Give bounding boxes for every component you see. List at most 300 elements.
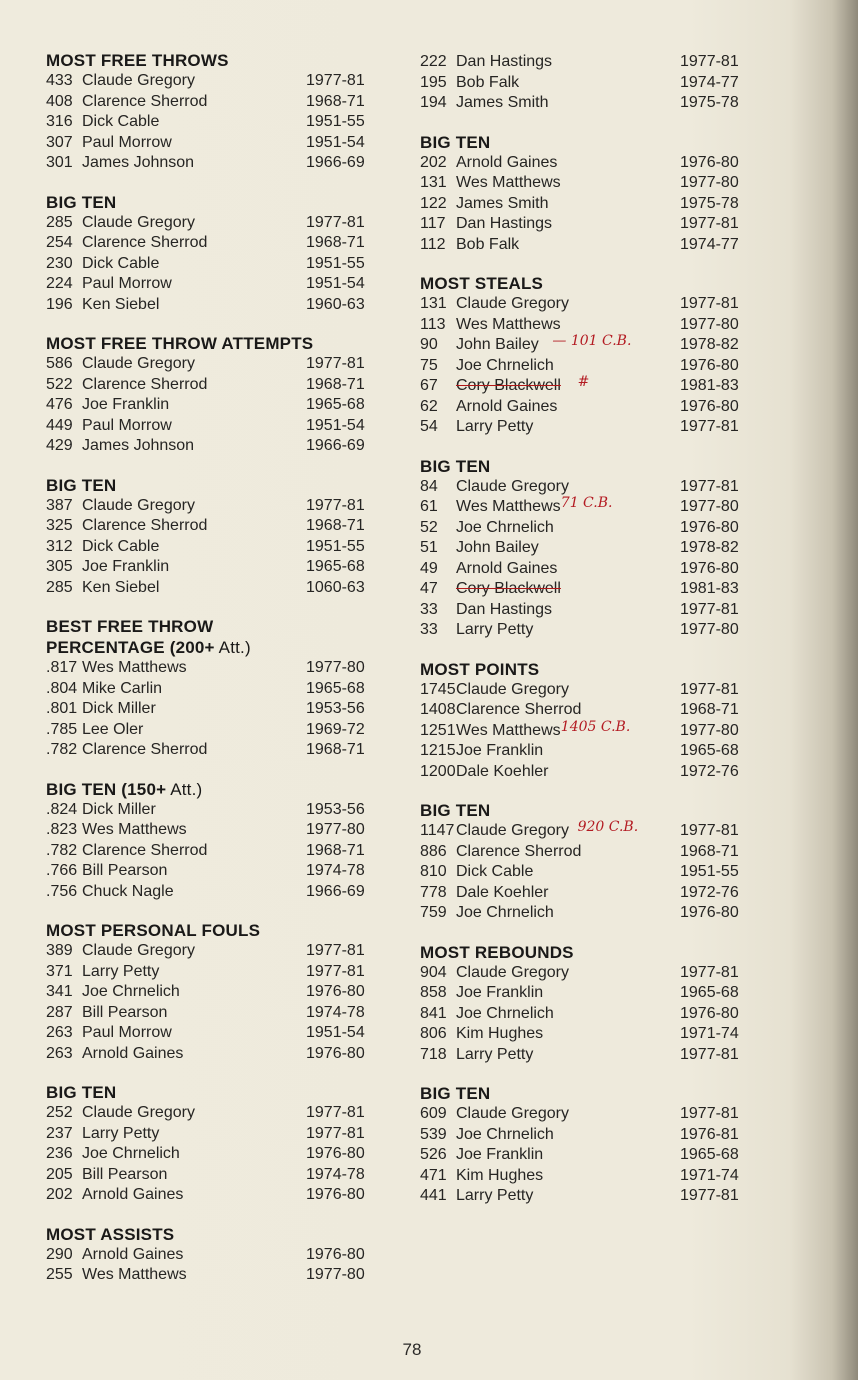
record-value: 312 (46, 537, 73, 555)
record-value: 307 (46, 133, 73, 151)
player-name-text: Joe Franklin (82, 558, 170, 575)
record-player-name (456, 153, 680, 174)
record-player-name (82, 658, 306, 679)
record-years: 1953-56 (306, 700, 365, 717)
section-heading (420, 273, 740, 294)
record-value: 263 (46, 1024, 73, 1041)
record-row (46, 740, 366, 761)
section-heading-text: BIG TEN (46, 192, 117, 212)
record-value: .817 (46, 659, 78, 676)
record-player-name (456, 620, 680, 641)
record-value: .785 (46, 720, 78, 738)
record-value: 230 (46, 254, 73, 272)
record-value: 252 (46, 1104, 73, 1121)
record-years: 1968-71 (306, 741, 365, 758)
player-name-text: Cory Blackwell (456, 580, 561, 597)
record-player-name (82, 720, 306, 741)
player-name-text: Arnold Gaines (82, 1245, 184, 1263)
record-value: 586 (46, 355, 73, 372)
record-row (420, 294, 740, 315)
record-section (420, 659, 740, 783)
handwritten-annotation: — 101 C.B. (552, 333, 632, 349)
record-years: 1965-68 (680, 984, 739, 1001)
record-player-name (456, 417, 680, 438)
record-value: 301 (46, 154, 73, 171)
record-value: 287 (46, 1003, 73, 1021)
section-heading (420, 132, 740, 153)
record-section (420, 52, 740, 114)
record-player-name (82, 537, 306, 558)
record-row (46, 233, 366, 254)
player-name-text: Clarence Sherrod (82, 234, 208, 251)
record-player-name (456, 93, 680, 114)
record-player-name (82, 71, 306, 92)
record-row (420, 1045, 740, 1066)
player-name-text: Arnold Gaines (82, 1186, 184, 1203)
section-heading-text: MOST PERSONAL FOULS (46, 921, 261, 940)
record-value: 54 (420, 418, 438, 435)
player-name-text: Larry Petty (456, 621, 534, 638)
record-player-name (82, 557, 306, 578)
record-row (420, 741, 740, 762)
record-player-name (456, 559, 680, 580)
record-player-name (456, 1104, 680, 1125)
record-player-name (456, 194, 680, 215)
record-years: 1974-78 (306, 862, 365, 879)
record-value: .782 (46, 741, 78, 758)
player-name-text: Lee Oler (82, 720, 144, 738)
record-player-name (82, 962, 306, 983)
record-years: 1975-78 (680, 94, 739, 111)
record-value: 341 (46, 983, 73, 1000)
player-name-text: Joe Chrnelich (456, 904, 554, 921)
record-years: 1977-81 (306, 496, 365, 514)
player-name-text: Claude Gregory (82, 355, 195, 372)
record-section (420, 132, 740, 256)
record-player-name (456, 1186, 680, 1207)
section-heading (46, 616, 366, 637)
record-years: 1976-80 (680, 518, 739, 536)
player-name-text: Joe Chrnelich (456, 1125, 554, 1143)
record-value: 316 (46, 113, 73, 130)
record-years: 1966-69 (306, 437, 365, 454)
record-row (46, 274, 366, 295)
record-row (46, 1044, 366, 1065)
record-player-name (82, 1044, 306, 1065)
player-name-text: Dale Koehler (456, 762, 549, 780)
record-value: 471 (420, 1166, 447, 1184)
player-name-text: Dick Miller (82, 700, 156, 717)
record-value: 75 (420, 356, 438, 374)
record-player-name (82, 861, 306, 882)
section-heading (46, 475, 366, 496)
record-player-name (82, 496, 306, 517)
record-player-name (456, 1024, 680, 1045)
record-value: .782 (46, 841, 78, 859)
record-years: 1977-81 (306, 942, 365, 959)
record-player-name (456, 376, 680, 397)
record-years: 1977-80 (680, 315, 739, 333)
player-name-text: Joe Franklin (82, 396, 170, 413)
handwritten-annotation: 71 C.B. (560, 495, 613, 511)
record-row (46, 516, 366, 537)
player-name-text: Joe Franklin (456, 1146, 544, 1163)
record-years: 1977-81 (680, 680, 739, 698)
record-row (46, 496, 366, 517)
player-name-text: Wes Matthews (82, 659, 187, 676)
record-player-name (82, 1185, 306, 1206)
record-years: 1971-74 (680, 1025, 739, 1042)
record-years: 1953-56 (306, 800, 365, 818)
section-heading-text: BIG TEN (46, 475, 117, 495)
record-years: 1965-68 (306, 396, 365, 413)
record-years: 1977-81 (306, 1124, 365, 1142)
record-years: 1977-81 (680, 215, 739, 232)
record-value: 387 (46, 496, 73, 514)
record-section (420, 942, 740, 1066)
record-years: 1977-81 (680, 418, 739, 435)
record-player-name (456, 518, 680, 539)
player-name-text: Larry Petty (82, 1124, 160, 1142)
record-row (46, 1103, 366, 1124)
record-years: 1974-78 (306, 1165, 365, 1183)
section-heading (420, 659, 740, 680)
record-row (46, 982, 366, 1003)
record-value: 305 (46, 558, 73, 575)
section-heading-text: BIG TEN (46, 1083, 117, 1102)
player-name-text: Clarence Sherrod (82, 517, 208, 534)
record-row (46, 436, 366, 457)
record-years: 1951-55 (306, 113, 365, 130)
record-years: 1977-80 (680, 721, 739, 739)
record-row (46, 820, 366, 841)
record-years: 1976-80 (680, 153, 739, 171)
record-value: 290 (46, 1245, 73, 1263)
record-player-name (82, 1144, 306, 1165)
handwritten-annotation: # (577, 374, 590, 390)
record-value: 113 (420, 315, 446, 333)
heading-note: Att.) (166, 779, 203, 799)
record-player-name (456, 718, 680, 742)
record-value: 522 (46, 375, 73, 393)
record-value: 33 (420, 621, 438, 638)
record-years: 1968-71 (680, 842, 739, 860)
section-heading (46, 1224, 366, 1245)
record-value: .823 (46, 821, 78, 838)
record-row (46, 578, 366, 599)
section-heading (46, 920, 366, 941)
record-value: 858 (420, 984, 447, 1001)
record-years: 1977-81 (680, 822, 739, 839)
record-section (46, 616, 366, 761)
record-section (420, 1083, 740, 1207)
section-heading-text: BIG TEN (420, 1084, 491, 1103)
record-player-name (82, 416, 306, 437)
record-years: 1976-80 (680, 1004, 739, 1022)
record-row (420, 680, 740, 701)
record-value: 195 (420, 73, 447, 91)
record-row (420, 620, 740, 641)
player-name-text: Clarence Sherrod (82, 741, 208, 758)
player-name-text: James Johnson (82, 437, 195, 454)
record-player-name (82, 1165, 306, 1186)
record-row (46, 395, 366, 416)
player-name-text: Mike Carlin (82, 679, 163, 697)
record-row (420, 903, 740, 924)
record-years: 1951-55 (306, 254, 365, 272)
record-years: 1965-68 (306, 679, 365, 697)
record-row (46, 71, 366, 92)
record-value: .766 (46, 862, 78, 879)
heading-note: Att.) (214, 638, 251, 657)
record-row (420, 194, 740, 215)
record-row (420, 153, 740, 174)
record-years: 1977-81 (306, 72, 365, 89)
record-value: 237 (46, 1124, 73, 1142)
record-row (420, 497, 740, 518)
record-row (46, 658, 366, 679)
record-years: 1977-81 (680, 1105, 739, 1122)
player-name-text: Larry Petty (456, 1187, 534, 1204)
record-section (46, 1224, 366, 1286)
player-name-text: Claude Gregory (456, 295, 569, 312)
record-years: 1974-78 (306, 1003, 365, 1021)
record-player-name (82, 699, 306, 720)
record-row (420, 559, 740, 580)
player-name-text: Chuck Nagle (82, 882, 174, 900)
record-value: 49 (420, 559, 438, 577)
record-row (420, 335, 740, 356)
section-heading (46, 779, 366, 800)
record-row (420, 397, 740, 418)
record-player-name (82, 395, 306, 416)
record-player-name (456, 52, 680, 73)
player-name-text: Claude Gregory (456, 477, 569, 495)
player-name-text: Claude Gregory (82, 213, 195, 231)
section-heading-text: PERCENTAGE (200+ (46, 638, 215, 657)
record-value: .801 (46, 700, 78, 717)
player-name-text: Joe Franklin (456, 742, 544, 759)
record-player-name (456, 335, 680, 356)
record-player-name (456, 883, 680, 904)
section-heading-text: MOST POINTS (420, 659, 540, 679)
record-row (420, 93, 740, 114)
record-value: 131 (420, 174, 447, 191)
record-years: 1968-71 (306, 234, 365, 251)
player-name-text: Dan Hastings (456, 600, 553, 618)
record-section (420, 273, 740, 438)
record-value: 62 (420, 397, 438, 415)
record-years: 1974-77 (680, 73, 739, 91)
handwritten-annotation: 920 C.B. (577, 819, 639, 835)
record-years: 1965-68 (680, 742, 739, 759)
section-heading-text: MOST FREE THROWS (46, 51, 229, 70)
player-name-text: Bob Falk (456, 235, 520, 253)
record-row (46, 1023, 366, 1044)
record-row (46, 882, 366, 903)
record-value: 1745 (420, 680, 456, 698)
record-player-name (82, 1003, 306, 1024)
record-value: 806 (420, 1025, 447, 1042)
record-row (420, 1166, 740, 1187)
player-name-text: Dick Cable (456, 863, 534, 880)
record-player-name (82, 679, 306, 700)
record-years: 1977-81 (680, 53, 739, 70)
record-row (420, 376, 740, 397)
section-heading-text: BIG TEN (420, 132, 491, 152)
record-years: 1977-80 (680, 621, 739, 638)
record-player-name (82, 1245, 306, 1266)
record-player-name (456, 214, 680, 235)
section-heading-text: MOST STEALS (420, 274, 544, 293)
record-row (46, 133, 366, 154)
record-value: 408 (46, 92, 73, 110)
record-row (46, 254, 366, 275)
record-row (420, 1145, 740, 1166)
player-name-text: Clarence Sherrod (456, 842, 582, 860)
record-player-name (82, 233, 306, 254)
record-years: 1972-76 (680, 883, 739, 901)
record-value: 194 (420, 94, 447, 111)
record-player-name (456, 600, 680, 621)
player-name-text: Clarence Sherrod (82, 841, 208, 859)
record-value: 196 (46, 295, 73, 313)
record-value: 371 (46, 962, 73, 980)
record-row (46, 941, 366, 962)
record-row (46, 153, 366, 174)
record-player-name (82, 254, 306, 275)
record-years: 1975-78 (680, 194, 739, 212)
record-years: 1966-69 (306, 882, 365, 900)
player-name-text: Arnold Gaines (456, 559, 558, 577)
player-name-text: Dan Hastings (456, 215, 553, 232)
record-section (46, 192, 366, 316)
record-row (46, 1165, 366, 1186)
record-row (46, 962, 366, 983)
record-player-name (456, 294, 680, 315)
player-name-text: Claude Gregory (456, 822, 569, 839)
player-name-text: James Smith (456, 94, 549, 111)
record-years: 1976-80 (680, 397, 739, 415)
record-value: 441 (420, 1187, 447, 1204)
record-years: 1968-71 (306, 517, 365, 534)
record-value: 539 (420, 1125, 447, 1143)
record-row (420, 579, 740, 600)
record-player-name (456, 356, 680, 377)
record-value: .824 (46, 800, 78, 818)
player-name-text: Joe Chrnelich (456, 518, 554, 536)
player-name-text: Paul Morrow (82, 416, 172, 434)
record-player-name (82, 982, 306, 1003)
record-row (46, 861, 366, 882)
record-row (420, 983, 740, 1004)
section-heading (46, 333, 366, 354)
player-name-text: Cory Blackwell (456, 377, 561, 394)
record-player-name (456, 1125, 680, 1146)
record-player-name (82, 800, 306, 821)
player-name-text: Ken Siebel (82, 578, 160, 596)
record-row (46, 416, 366, 437)
record-years: 1969-72 (306, 720, 365, 738)
record-player-name (82, 740, 306, 761)
record-years: 1968-71 (306, 92, 365, 110)
record-years: 1951-54 (306, 275, 365, 292)
record-years: 1976-80 (680, 356, 739, 374)
record-player-name (456, 762, 680, 783)
player-name-text: Larry Petty (456, 1045, 534, 1063)
player-name-text: Arnold Gaines (456, 153, 558, 171)
record-player-name (456, 862, 680, 883)
record-years: 1977-81 (680, 477, 739, 495)
record-value: 52 (420, 518, 438, 536)
record-row (46, 92, 366, 113)
record-row (46, 295, 366, 316)
right-column (420, 50, 740, 1225)
record-row (420, 1004, 740, 1025)
record-years: 1976-80 (306, 1245, 365, 1263)
record-row (46, 699, 366, 720)
record-years: 1978-82 (680, 539, 739, 556)
record-value: 810 (420, 863, 447, 880)
record-section (46, 50, 366, 174)
record-years: 1951-55 (306, 537, 365, 555)
record-player-name (456, 903, 680, 924)
record-value: 263 (46, 1044, 73, 1062)
record-row (46, 1144, 366, 1165)
player-name-text: Bill Pearson (82, 1003, 168, 1021)
record-row (420, 1024, 740, 1045)
record-years: 1976-80 (306, 1186, 365, 1203)
record-player-name (82, 153, 306, 174)
record-years: 1968-71 (680, 701, 739, 718)
player-name-text: Dick Miller (82, 800, 156, 818)
player-name-text: Paul Morrow (82, 275, 172, 292)
record-value: 759 (420, 904, 447, 921)
player-name-text: Dick Cable (82, 254, 160, 272)
record-section (46, 333, 366, 457)
record-years: 1966-69 (306, 154, 365, 171)
left-column (46, 50, 366, 1304)
player-name-text: Arnold Gaines (456, 397, 558, 415)
page-number: 78 (402, 1340, 422, 1359)
record-years: 1951-54 (306, 133, 365, 151)
record-years: 1965-68 (680, 1146, 739, 1163)
record-player-name (82, 1103, 306, 1124)
record-years: 1977-80 (680, 498, 739, 515)
record-value: 205 (46, 1165, 73, 1183)
player-name-text: Claude Gregory (82, 496, 195, 514)
record-player-name (456, 579, 680, 600)
player-name-text: Kim Hughes (456, 1166, 544, 1184)
record-years: 1981-83 (680, 377, 739, 394)
record-value: 433 (46, 72, 73, 89)
record-years: 1977-81 (306, 1104, 365, 1121)
record-section (420, 800, 740, 924)
player-name-text: Dick Cable (82, 113, 160, 130)
record-years: 1976-80 (306, 1145, 365, 1162)
record-value: 122 (420, 194, 447, 212)
record-value: 202 (46, 1186, 73, 1203)
record-row (420, 235, 740, 256)
player-name-text: Wes Matthews (456, 498, 561, 515)
record-row (46, 800, 366, 821)
player-name-text: Bill Pearson (82, 1165, 168, 1183)
record-years: 1951-55 (680, 863, 739, 880)
record-player-name (82, 516, 306, 537)
player-name-text: Clarence Sherrod (82, 375, 208, 393)
player-name-text: Wes Matthews (456, 174, 561, 191)
record-value: 841 (420, 1004, 447, 1022)
